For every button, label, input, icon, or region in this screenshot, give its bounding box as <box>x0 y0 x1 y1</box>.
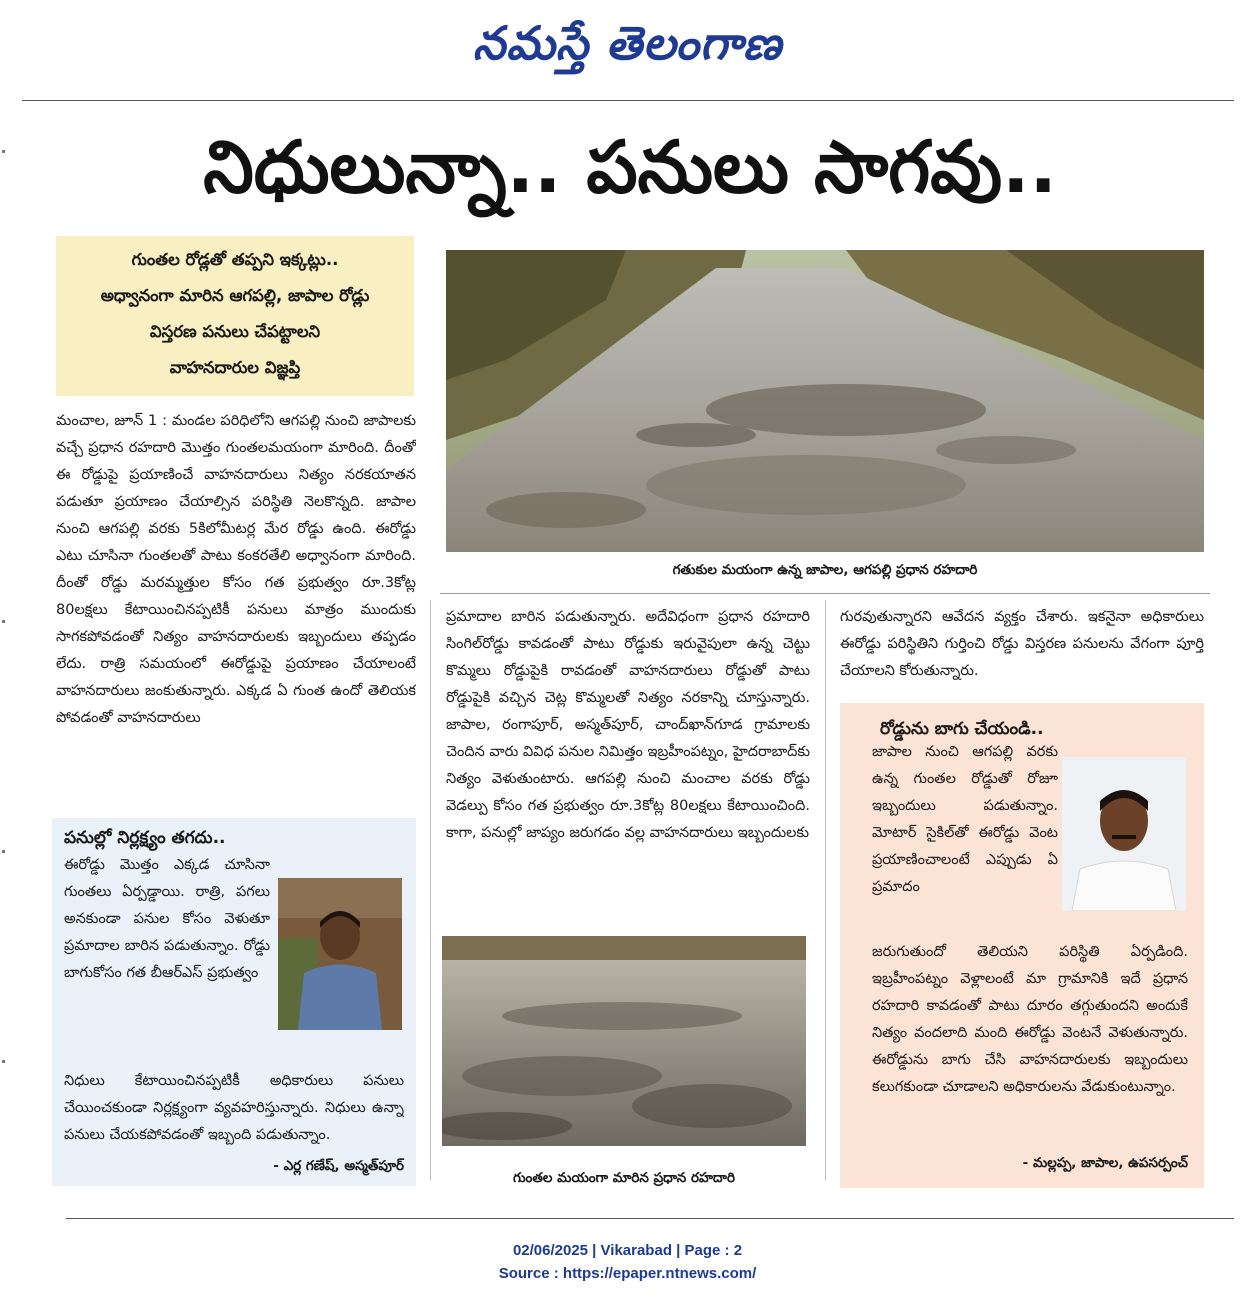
footer-source-link[interactable]: Source : https://epaper.ntnews.com/ <box>498 1265 757 1282</box>
main-photo-caption: గతుకుల మయంగా ఉన్న జాపాల, ఆగపల్లి ప్రధాన రహదారి <box>672 562 978 578</box>
quote-box-mallappa <box>840 703 1204 1188</box>
portrait-ganesh <box>278 878 402 1030</box>
kicker-line: గుంతల రోడ్లతో తప్పని ఇక్కట్లు.. <box>131 250 339 269</box>
quote-box-text-top: జాపాల నుంచి ఆగపల్లి వరకు ఉన్న గుంతల రోడ్డుతో రోజూ ఇబ్బందులు పడుతున్నాం. మోటార్ సైకిల్‌తో ఈరోడ్డు వెంట ప్రయాణించాలంటే ఎప్పుడు ఏ ప్రమాదం <box>872 744 1058 895</box>
second-road-photo <box>442 936 806 1146</box>
edge-mark <box>2 850 5 853</box>
masthead-logo: నమస్తే తెలంగాణ <box>472 16 783 70</box>
edge-mark <box>2 150 5 153</box>
edge-mark <box>2 620 5 623</box>
bottom-rule <box>66 1218 1234 1219</box>
article-column-1: మంచాల, జూన్ 1 : మండల పరిధిలోని ఆగపల్లి నుంచి జాపాలకు వచ్చే ప్రధాన రహదారి మొత్తం గుంతలమయంగా మారింది. దీంతో ఈ రోడ్డుపై ప్రయాణించే వాహనదారులు నిత్యం నరకయాతన పడుతూ ప్రయాణం చేయాల్సిన పరిస్థితి నెలకొన్నది. జాపాల నుంచి ఆగపల్లి వరకు 5కిలోమీటర్ల మేర రోడ్డు ఉంది. ఈరోడ్డు ఎటు చూసినా గుంతలతో పాటు కంకరతేలి అధ్వానంగా మారింది. దీంతో రోడ్డు మరమ్మత్తుల కోసం గత ప్రభుత్వం రూ.3కోట్ల 80లక్షలు కేటాయించినప్పటికీ పనులు మాత్రం ముందుకు సాగకపోవడంతో నిత్యం వాహనదారులకు ఇబ్బందులు తప్పడం లేదు. రాత్రి సమయంలో ఈరోడ్డుపై ప్రయాణం చేయాలంటే వాహనదారులు జంకుతున్నారు. ఎక్కడ ఏ గుంత ఉందో తెలియక పోవడంతో వాహనదారులు <box>56 413 416 726</box>
quote-box-text-bottom: నిధులు కేటాయించినప్పటికీ అధికారులు పనులు చేయించకుండా నిర్లక్ష్యంగా వ్యవహరిస్తున్నారు. నిధులు ఉన్నా పనులు చేయకపోవడంతో ఇబ్బంది పడుతున్నాం. <box>64 1073 404 1143</box>
headline: నిధులున్నా.. పనులు సాగవు.. <box>203 125 1057 209</box>
kicker-line: వాహనదారుల విజ్ఞప్తి <box>169 358 301 377</box>
masthead-rule <box>22 100 1234 101</box>
caption-rule <box>440 593 1210 594</box>
article-column-2: ప్రమాదాల బారిన పడుతున్నారు. అదేవిధంగా ప్రధాన రహదారి సింగిల్‌రోడ్డు కావడంతో పాటు రోడ్డుకు ఇరువైపులా ఉన్న చెట్టు కొమ్మలు రోడ్డుపైకి రావడంతో వాహనదారులు రోడ్డుతో పాటు రోడ్డుపైకి వచ్చిన చెట్ల కొమ్మలతో నిత్యం నరకాన్ని చూస్తున్నారు. జాపాల, రంగాపూర్, అస్మత్‌పూర్, చాంద్‌ఖాన్‌గూడ గ్రామాలకు చెందిన వారు వివిధ పనుల నిమిత్తం ఇబ్రహీంపట్నం, హైదరాబాద్‌కు నిత్యం వెళుతుంటారు. ఆగపల్లి నుంచి మంచాల వరకు రోడ్డు వెడల్పు కోసం గత ప్రభుత్వం రూ.3కోట్ల 80లక్షలు కేటాయించింది. కాగా, పనుల్లో జాప్యం జరుగడం వల్ల వాహనదారులు ఇబ్బందులకు <box>446 609 810 841</box>
kicker-line: విస్తరణ పనులు చేపట్టాలని <box>149 322 321 341</box>
quote-box-title: పనుల్లో నిర్లక్ష్యం తగదు.. <box>64 828 226 848</box>
column-divider <box>430 600 431 1180</box>
footer-date-edition: 02/06/2025 | Vikarabad | Page : 2 <box>512 1242 743 1259</box>
quote-box-text-top: ఈరోడ్డు మొత్తం ఎక్కడ చూసినా గుంతలు ఏర్పడ్డాయి. రాత్రి, పగలు అనకుండా పనుల కోసం వెళుతూ ప్రమాదాల బారిన పడుతున్నాం. రోడ్డు బాగుకోసం గత బీఆర్‌ఎస్ ప్రభుత్వం <box>64 857 270 981</box>
quote-box-ganesh <box>52 818 416 1186</box>
kicker-line: అధ్వానంగా మారిన ఆగపల్లి, జాపాల రోడ్లు <box>100 286 370 305</box>
second-photo-caption: గుంతల మయంగా మారిన ప్రధాన రహదారి <box>513 1170 735 1186</box>
article-column-3: గురవుతున్నారని ఆవేదన వ్యక్తం చేశారు. ఇకనైనా అధికారులు ఈరోడ్డు పరిస్థితిని గుర్తించి రోడ్డు విస్తరణ పనులను వేగంగా పూర్తి చేయాలని కోరుతున్నారు. <box>840 609 1204 679</box>
main-road-photo <box>446 250 1204 552</box>
quote-box-title: రోడ్డును బాగు చేయండి.. <box>880 719 1044 739</box>
quote-signature: - ఎర్ల గణేష్, అస్మత్‌పూర్ <box>273 1158 404 1174</box>
portrait-mallappa <box>1062 757 1186 911</box>
column-divider <box>825 600 826 1180</box>
edge-mark <box>2 1060 5 1063</box>
quote-box-text-bottom: జరుగుతుందో తెలియని పరిస్థితి ఏర్పడింది. ఇబ్రహీంపట్నం వెళ్లాలంటే మా గ్రామానికి ఇదే ప్రధాన రహదారి కావడంతో పాటు దూరం తగ్గుతుందని అందుకే నిత్యం వందలాది మంది ఈరోడ్డు వెంటనే వెళుతున్నారు. ఈరోడ్డును బాగు చేసి వాహనదారులకు ఇబ్బందులు కలుగకుండా చూడాలని అధికారులను వేడుకుంటున్నాం. <box>872 944 1188 1095</box>
quote-signature: - మల్లప్ప, జాపాల, ఉపసర్పంచ్ <box>1022 1155 1188 1171</box>
kicker-box <box>56 236 414 396</box>
